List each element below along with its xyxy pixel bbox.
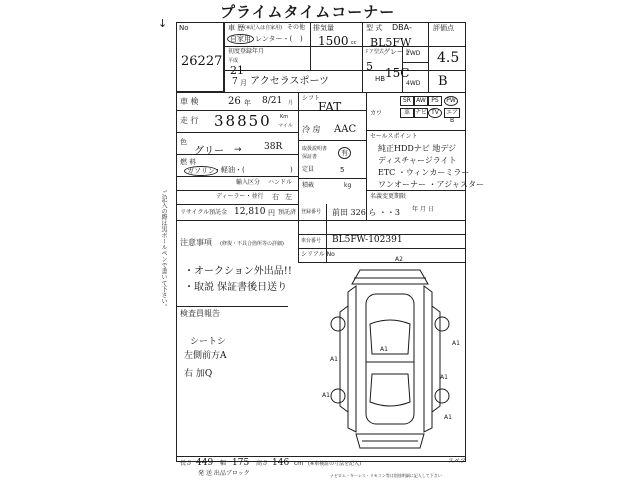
damage-mark: A1 [380, 346, 388, 353]
seat-value: 5 [340, 166, 345, 174]
drive-4wd: 4WD [406, 80, 421, 87]
height-label: 高さ [256, 460, 269, 467]
inspector-line: 右 加Q [184, 369, 213, 379]
serial-label: シリアル No [301, 251, 335, 258]
lot-number: 26227 [181, 54, 223, 69]
book-mark: 有 [338, 147, 351, 159]
plate-value: 前田 326 ら ・・3 [332, 208, 400, 217]
name-change-label: 名義変更期限 [370, 193, 407, 200]
car-diagram [320, 262, 460, 454]
inspector-line: シートシ [190, 337, 227, 347]
warranty-label: 保証書 [302, 154, 318, 160]
opt-pw: PW [444, 96, 458, 106]
fuel-label: 燃 料 [180, 158, 197, 166]
dimension-unit: cm [294, 460, 304, 467]
recycle-value: 12,810 [234, 207, 266, 217]
import-label: 輸入区分 [236, 179, 261, 186]
notes-sub: (修復・不具合箇所等の詳細) [220, 241, 284, 247]
doors-type: HB [375, 75, 386, 83]
shift-label: シフト [302, 95, 321, 102]
dealer-block-label: 発 送 出品ブロック [198, 470, 250, 477]
shaken-label: 車 検 [180, 97, 199, 106]
opt-aw: AW [414, 96, 428, 106]
usage-note: (※記入は自家用) [244, 25, 283, 31]
recycle-unit: 円 [268, 209, 275, 217]
mileage-unit-km: Km [280, 114, 289, 120]
opt-ps: PS [428, 96, 442, 106]
car-name: アクセラスポーツ [250, 76, 329, 87]
displacement-label: 排気量 [313, 24, 334, 32]
displacement-value: 1500 [318, 34, 349, 48]
damage-mark: A1 [330, 356, 338, 363]
recycle-label: リサイクル預託金 [180, 209, 228, 216]
damage-mark: A1 [452, 340, 460, 347]
shaken-year-unit: 年 [244, 99, 251, 107]
dimension-note: (※車検証の寸法を記入) [308, 461, 362, 467]
usage-other: その他 [287, 24, 306, 31]
spare-label: スペア [448, 458, 467, 465]
lot-label: No [179, 24, 189, 32]
grade-label: グレード [383, 48, 411, 56]
usage-private: 自家用 [227, 34, 254, 44]
damage-mark: A1 [322, 392, 330, 399]
color-arrow: → [234, 145, 242, 155]
ac-label: 冷 房 [302, 125, 321, 134]
color-code: 38R [264, 142, 283, 152]
damage-mark: A2 [395, 256, 403, 263]
opt-tv: TV [428, 108, 442, 118]
fuel-close: ) [290, 166, 293, 174]
interior-grade: B [438, 74, 448, 89]
handle-label: ハンドル [268, 179, 293, 186]
handle-left: 左 [285, 193, 292, 201]
sales-point: ディスチャージライト [378, 156, 457, 165]
opt-sr: SR [400, 96, 414, 106]
model-prefix: DBA- [392, 23, 412, 32]
drive-2wd: 2WD [406, 50, 421, 57]
first-reg-year: 21 [230, 64, 244, 77]
mileage-value: 38850 [214, 112, 272, 130]
chassis-label: 車台番号 [301, 238, 322, 244]
inspector-label: 検査員報告 [180, 309, 220, 318]
usage-close: ) [300, 35, 303, 43]
first-reg-era: 平成 [228, 58, 239, 64]
sales-point: ETC ・ウィンカーミラー [378, 168, 470, 177]
load-value: kg [344, 182, 352, 189]
side-arrow-icon: ↓ [158, 17, 168, 30]
sales-point: 純正HDDナビ 地デジ [378, 144, 457, 153]
key-label: カワ [370, 110, 383, 117]
displacement-unit: cc [351, 40, 357, 46]
footer-note: ナビロム・キーレス・リモコン等は別途明細に記入して下さい [330, 473, 442, 478]
first-reg-month: 7 [232, 77, 238, 87]
length-value: 449 [196, 458, 214, 468]
width-value: 175 [232, 458, 250, 468]
first-reg-month-unit: 月 [240, 79, 247, 87]
height-value: 146 [272, 458, 290, 468]
usage-rental: レンター・( [255, 35, 293, 43]
import-dealer: ディーラー・並行 [216, 193, 264, 200]
evaluation-label: 評価点 [433, 24, 454, 32]
shift-value: FAT [318, 100, 342, 114]
evaluation-score: 4.5 [437, 50, 460, 66]
ac-value: AAC [334, 124, 357, 135]
inspector-line: 左側前方A [184, 351, 227, 361]
width-label: 幅 [220, 460, 227, 467]
notes-label: 注意事項 [180, 238, 212, 247]
fuel-value: ガソリン [184, 166, 218, 176]
recycle-status: 預託済 [278, 209, 297, 216]
sales-points-label: セールスポイント [370, 133, 418, 140]
chassis-value: BL5FW-102391 [332, 235, 403, 245]
opt-leather: 革 [400, 108, 414, 118]
shaken-date: 8/21 [262, 96, 283, 106]
doors-value: 5 [366, 60, 373, 73]
fuel-other: ・軽油・( [214, 166, 245, 174]
name-change-note: 年 月 日 [412, 206, 434, 213]
page-title: プライムタイムコーナー [220, 3, 396, 21]
handle-right: 右 [272, 193, 279, 201]
shaken-day-unit: 月 [288, 100, 294, 106]
length-label: 長さ [180, 460, 193, 467]
book-label: 取扱説明書 [302, 146, 328, 152]
usage-label: 車 歴 [228, 24, 245, 32]
color-label: 色 [180, 138, 187, 146]
model-label: 型 式 [366, 24, 383, 32]
opt-navi: ナビ [415, 109, 428, 116]
shaken-year: 26 [228, 96, 241, 107]
model-code: BL5FW [370, 36, 412, 49]
sales-point: ワンオーナー ・アジャスター [378, 180, 485, 189]
grade-value: 15C [385, 66, 410, 80]
mileage-unit-mile: マイル [278, 123, 293, 129]
seat-label: 定員 [302, 166, 315, 173]
color-value: グリー [194, 146, 224, 157]
mileage-label: 走 行 [180, 116, 199, 125]
side-note: ご記入の際は黒ボールペンで書いて下さい。 [160, 190, 167, 310]
note-item: ・取説 保証書後日送り [184, 282, 288, 293]
opt-airbag: エアB [445, 109, 458, 124]
damage-mark: A1 [444, 414, 452, 421]
doors-label: ドア型式 [364, 49, 384, 55]
note-item: ・オークション外出品!! [184, 266, 292, 277]
load-label: 積載 [302, 182, 315, 189]
damage-mark: A1 [440, 374, 448, 381]
plate-label: 登録番号 [301, 209, 322, 215]
first-reg-label: 初度登録年月 [228, 48, 265, 55]
